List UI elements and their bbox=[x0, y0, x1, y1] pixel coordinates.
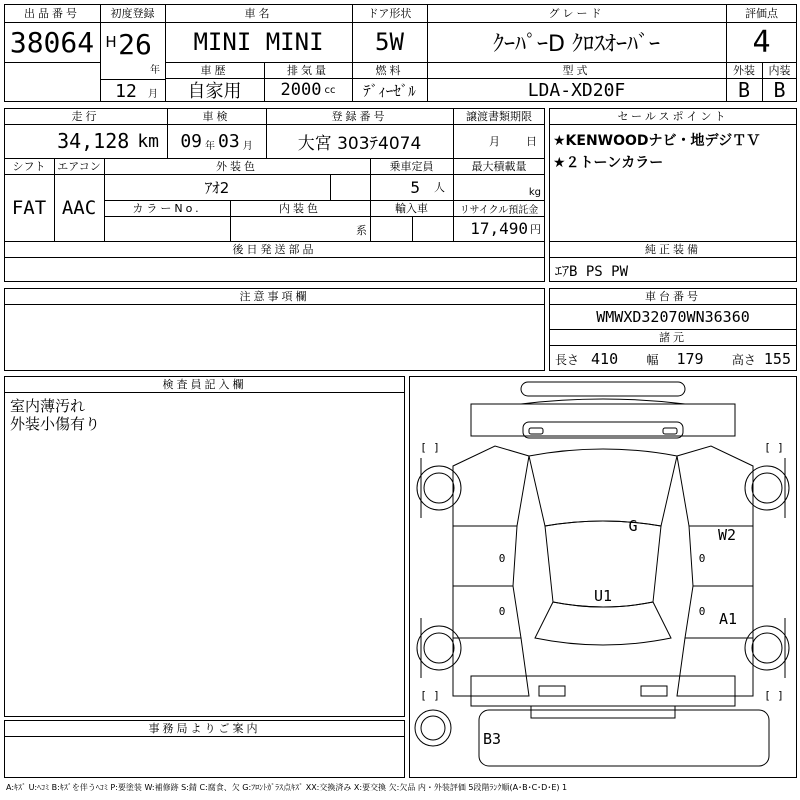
bracket-mark: [ ] bbox=[420, 688, 440, 702]
score-label: 評価点 bbox=[745, 7, 778, 20]
model: LDA-XD20F bbox=[527, 79, 626, 101]
zero-mark: 0 bbox=[698, 604, 706, 618]
ext-color: ｱｵ2 bbox=[204, 178, 230, 197]
shift: FAT bbox=[11, 196, 47, 219]
transfer-month-unit: 月 bbox=[489, 135, 500, 148]
color-no-label: カラーNo. bbox=[132, 202, 202, 215]
reg-month-unit: 月 bbox=[148, 88, 158, 100]
inspection-month-unit: 月 bbox=[242, 140, 253, 152]
ac-label: エアコン bbox=[57, 160, 101, 173]
first-reg-label: 初度登録 bbox=[110, 7, 155, 20]
reg-month: 12 bbox=[115, 80, 137, 102]
capacity-label: 乗車定員 bbox=[389, 160, 434, 173]
length-label: 長さ bbox=[555, 352, 580, 367]
width: 179 bbox=[676, 349, 704, 368]
import-label: 輸入車 bbox=[395, 202, 428, 215]
reg-no: 大宮 303ﾃ4074 bbox=[297, 133, 422, 154]
int-color-unit: 系 bbox=[356, 224, 367, 237]
ac: AAC bbox=[61, 196, 97, 219]
max-load-label: 最大積載量 bbox=[471, 160, 527, 173]
inspector-line: 外装小傷有り bbox=[10, 415, 101, 433]
office-label: 事務局よりご案内 bbox=[148, 722, 261, 735]
history-label: 車歴 bbox=[200, 64, 229, 77]
damage-mark-b3: B3 bbox=[482, 730, 502, 748]
max-load-unit: kg bbox=[528, 186, 541, 198]
zero-mark: 0 bbox=[698, 551, 706, 565]
reg-no-label: 登録番号 bbox=[331, 110, 388, 123]
grade: ｸｰﾊﾟｰD ｸﾛｽｵｰﾊﾞｰ bbox=[493, 31, 660, 57]
damage-mark-w2: W2 bbox=[717, 526, 737, 544]
chassis-label: 車台番号 bbox=[645, 290, 701, 303]
reg-era: H bbox=[105, 33, 117, 51]
inspection-month: 03 bbox=[218, 130, 240, 152]
lot-number-label: 出品番号 bbox=[24, 7, 80, 20]
inspection-cell bbox=[167, 124, 266, 158]
bracket-mark: [ ] bbox=[420, 440, 440, 454]
equipment: ｴｱB PS PW bbox=[555, 264, 629, 280]
mileage-cell bbox=[4, 124, 167, 158]
sales-points-label: セールスポイント bbox=[617, 110, 729, 123]
displacement-label: 排気量 bbox=[287, 64, 329, 77]
transfer-label: 譲渡書類期限 bbox=[466, 110, 532, 123]
displacement-unit: cc bbox=[324, 84, 336, 96]
inspection-year: 09 bbox=[180, 130, 202, 152]
bracket-mark: [ ] bbox=[764, 688, 784, 702]
lot-number: 38064 bbox=[9, 25, 95, 59]
notes-label: 注意事項欄 bbox=[239, 290, 310, 303]
mileage: 34,128 bbox=[57, 129, 130, 153]
model-label: 型式 bbox=[562, 64, 591, 77]
door: 5W bbox=[375, 28, 404, 56]
damage-mark-u1: U1 bbox=[593, 587, 613, 605]
bracket-mark: [ ] bbox=[764, 440, 784, 454]
dims-row bbox=[549, 345, 797, 371]
capacity-cell bbox=[370, 174, 453, 200]
recycle-unit: 円 bbox=[530, 222, 541, 236]
displacement-cell bbox=[264, 78, 352, 102]
transfer-cell bbox=[453, 124, 545, 158]
ext-grade-label: 外装 bbox=[733, 64, 755, 77]
dims-label: 諸元 bbox=[659, 331, 687, 344]
car-outline bbox=[409, 376, 797, 778]
capacity: 5 bbox=[410, 177, 420, 197]
chassis-number: WMWXD32070WN36360 bbox=[596, 307, 750, 326]
mileage-label: 走行 bbox=[71, 110, 100, 123]
damage-mark-g: G bbox=[628, 517, 638, 535]
fuel-label: 燃料 bbox=[375, 64, 404, 77]
inspector-label: 検査員記入欄 bbox=[162, 378, 247, 391]
int-grade-label: 内装 bbox=[768, 64, 791, 77]
length: 410 bbox=[591, 349, 619, 368]
displacement: 2000 bbox=[280, 80, 322, 100]
history: 自家用 bbox=[187, 81, 242, 102]
reg-year: 26 bbox=[118, 27, 152, 61]
ext-grade: B bbox=[737, 78, 751, 102]
recycle-label: リサイクル預託金 bbox=[459, 204, 539, 216]
recycle-cell bbox=[453, 216, 545, 241]
height: 155 bbox=[763, 349, 791, 368]
height-label: 高さ bbox=[731, 352, 756, 367]
legend: A:ｷｽﾞ U:ﾍｺﾐ B:ｷｽﾞを伴うﾍｺﾐ P:要塗装 W:補修跡 S:錆 C:腐食、欠 G:ﾌﾛﾝﾄｶﾞﾗｽ点ｷｽﾞ XX:交換済み X:要交換 欠:欠品 内・外装評価 5段階ﾗﾝｸ順(A･B･C･D･E) 1 bbox=[6, 783, 568, 792]
car-name: MINI MINI bbox=[193, 28, 324, 56]
ext-color-label: 外装色 bbox=[216, 160, 258, 173]
door-label: ドア形状 bbox=[367, 7, 412, 20]
transfer-day-unit: 日 bbox=[526, 135, 537, 148]
sales-point-line: ★KENWOODナビ・地デジＴＶ bbox=[553, 133, 761, 149]
damage-mark-a1: A1 bbox=[718, 610, 738, 628]
int-color-label: 内装色 bbox=[279, 202, 321, 215]
mileage-unit: km bbox=[137, 130, 159, 152]
inspection-label: 車検 bbox=[202, 110, 231, 123]
later-parts-label: 後日発送部品 bbox=[232, 243, 317, 256]
fuel: ﾃﾞｨｰｾﾞﾙ bbox=[363, 81, 416, 100]
zero-mark: 0 bbox=[498, 604, 506, 618]
capacity-unit: 人 bbox=[434, 181, 445, 194]
inspector-line: 室内薄汚れ bbox=[10, 397, 86, 415]
equipment-label: 純正装備 bbox=[645, 243, 701, 256]
score: 4 bbox=[752, 24, 771, 60]
sales-point-line: ★２トーンカラー bbox=[553, 155, 664, 171]
zero-mark: 0 bbox=[498, 551, 506, 565]
recycle: 17,490 bbox=[470, 219, 528, 238]
reg-year-unit: 年 bbox=[150, 64, 160, 76]
int-grade: B bbox=[773, 78, 786, 102]
inspection-year-unit: 年 bbox=[205, 140, 215, 152]
car-name-label: 車名 bbox=[244, 7, 273, 20]
width-label: 幅 bbox=[646, 352, 659, 367]
shift-label: シフト bbox=[12, 160, 46, 173]
grade-label: グレード bbox=[548, 7, 605, 20]
